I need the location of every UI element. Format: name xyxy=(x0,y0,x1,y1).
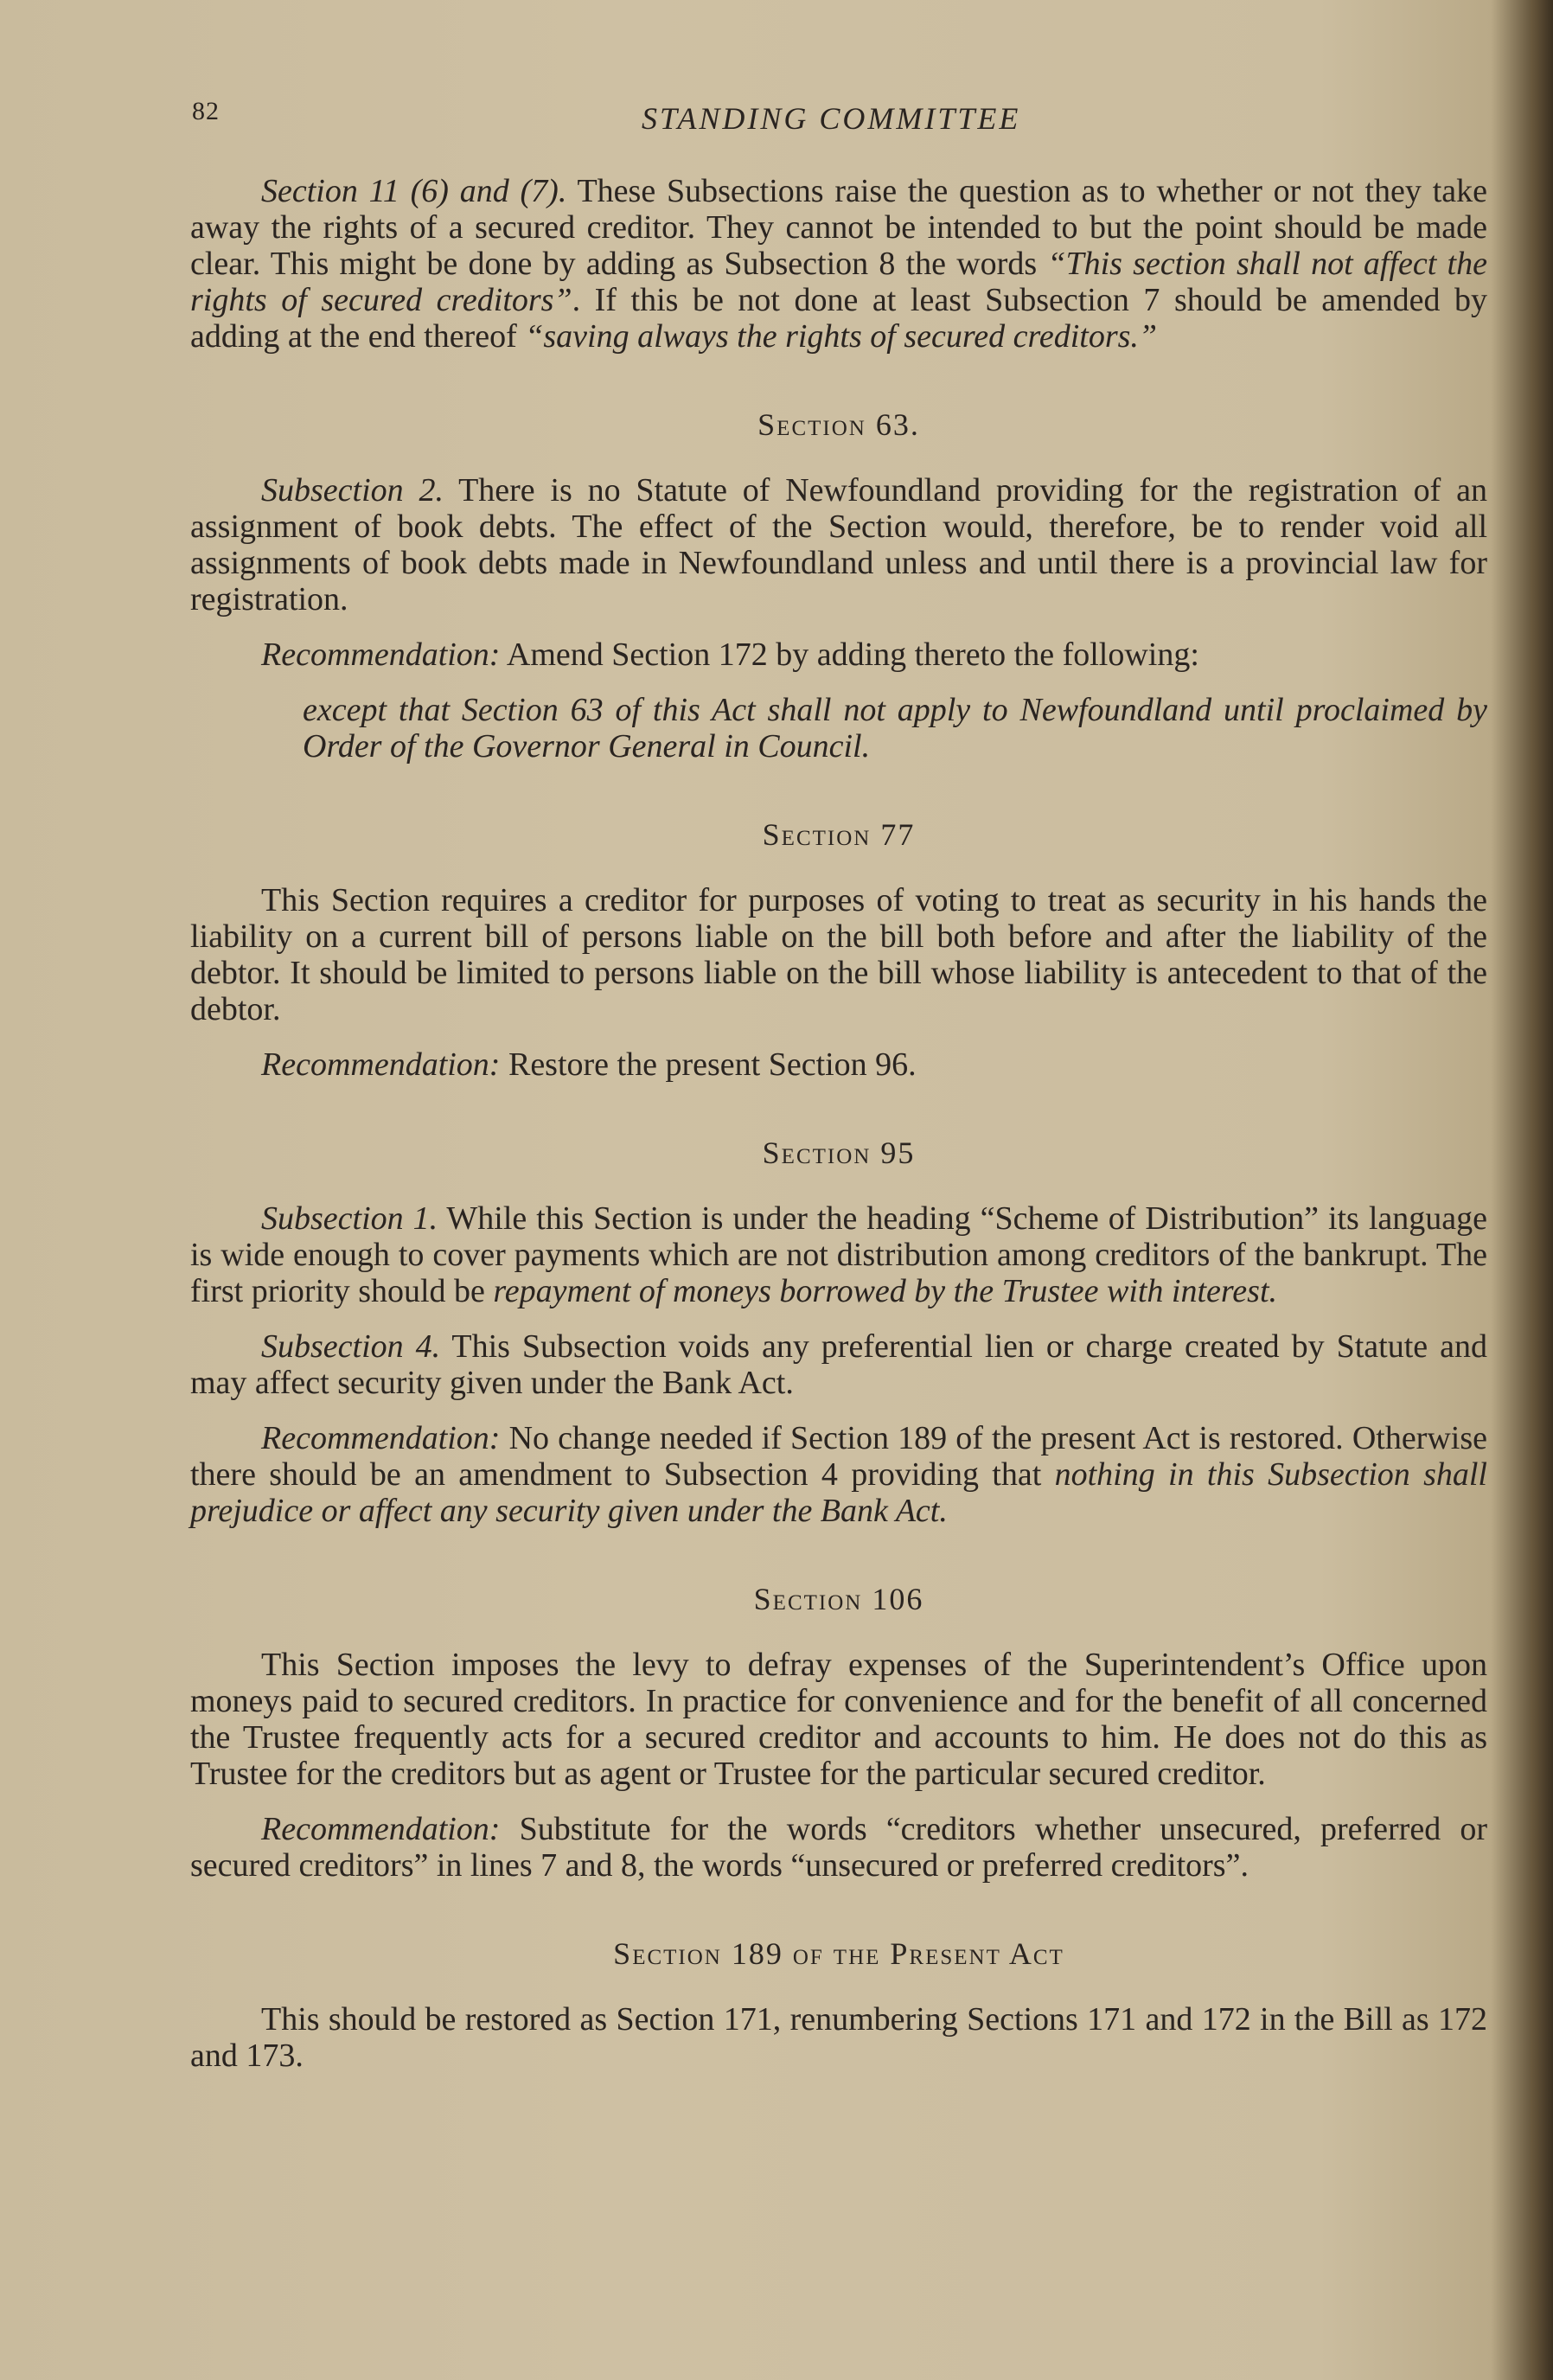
section-77-rec-text: Restore the present Section 96. xyxy=(500,1046,917,1083)
section-95-rec-text: No change needed if Section 189 of the present Act is restored. Otherwise there should be an amendment to Subsection 4 providing that xyxy=(190,1420,1487,1493)
page-body xyxy=(190,173,1487,2093)
section-95-sub4-text: This Subsection voids any preferential lien or charge created by Statute and may affect security given under the Bank Act. xyxy=(190,1328,1487,1401)
section-11-label: Section 11 (6) and (7). xyxy=(261,173,567,209)
section-11-quote: “This section shall not affect the rights of secured creditors” xyxy=(190,246,1487,318)
section-95-heading: Section 95 xyxy=(762,1136,916,1170)
section-106-recommendation xyxy=(190,1811,1487,1884)
section-11-text-a: These Subsections raise the question as to whether or not they take away the rights of a secured creditor. They cannot be intended to but the point should be made clear. This might be done by adding as Subsection 8 the words xyxy=(190,173,1487,282)
section-11-quote2: “saving always the rights of secured creditors.” xyxy=(525,318,1158,355)
section-189-heading: Section 189 of the Present Act xyxy=(613,1936,1064,1971)
section-63-sub-label: Subsection 2. xyxy=(261,472,444,509)
book-spine xyxy=(1531,0,1553,2380)
section-77-rec-label: Recommendation: xyxy=(261,1046,501,1083)
section-11-text-b: . If this be not done at least Subsection 7 should be amended by adding at the end thereof xyxy=(190,282,1487,355)
section-95-sub1-paragraph xyxy=(190,1200,1487,1309)
section-95-recommendation xyxy=(190,1420,1487,1529)
section-63-recommendation xyxy=(190,637,1487,673)
section-95-sub1-text: While this Section is under the heading “Scheme of Distribution” its language is wide enough to cover payments which are not distribution among creditors of the bankrupt. The first priority should be xyxy=(190,1200,1487,1309)
section-106-paragraph: This Section imposes the levy to defray expenses of the Superintendent’s Office upon moneys paid to secured creditors. In practice for convenience and for the benefit of all concerned the Trustee frequently acts for a secured creditor and accounts to him. He does not do this as Trustee for the creditors but as agent or Trustee for the particular secured creditor. xyxy=(190,1647,1487,1792)
section-95-rec-em: nothing in this Subsection shall prejudice or affect any security given under the Bank Act. xyxy=(190,1456,1487,1529)
section-106-heading: Section 106 xyxy=(753,1582,924,1616)
section-63-rec-label: Recommendation: xyxy=(261,637,501,673)
section-63-heading: Section 63. xyxy=(757,407,920,442)
section-77-paragraph: This Section requires a creditor for purposes of voting to treat as security in his hands the liability on a current bill of persons liable on the bill both before and after the liability of the debtor. It should be limited to persons liable on the bill whose liability is antecedent to that of the debtor. xyxy=(190,882,1487,1027)
section-106-rec-text: Substitute for the words “creditors whether unsecured, preferred or secured creditors” in lines 7 and 8, the words “unsecured or preferred creditors”. xyxy=(190,1811,1487,1884)
section-95-sub4-label: Subsection 4. xyxy=(261,1328,441,1365)
section-95-sub1-label: Subsection 1. xyxy=(261,1200,438,1237)
section-106-rec-label: Recommendation: xyxy=(261,1811,501,1847)
section-95-sub4-paragraph xyxy=(190,1328,1487,1401)
section-189-paragraph: This should be restored as Section 171, renumbering Sections 171 and 172 in the Bill as 172 and 173. xyxy=(190,2001,1487,2074)
section-77-heading: Section 77 xyxy=(762,817,916,852)
section-11-paragraph xyxy=(190,173,1487,355)
section-63-text: There is no Statute of Newfoundland providing for the registration of an assignment of book debts. The effect of the Section would, therefore, be to render void all assignments of book debts made in Newfoundland unless and until there is a provincial law for registration. xyxy=(190,472,1487,617)
running-title: STANDING COMMITTEE xyxy=(642,101,1021,136)
section-95-sub1-em: repayment of moneys borrowed by the Trustee with interest. xyxy=(493,1273,1278,1309)
section-63-paragraph xyxy=(190,472,1487,617)
section-63-rec-text: Amend Section 172 by adding thereto the following: xyxy=(500,637,1199,673)
page-header xyxy=(192,97,1489,149)
page-number: 82 xyxy=(192,97,220,125)
section-95-rec-label: Recommendation: xyxy=(261,1420,501,1456)
section-77-recommendation xyxy=(190,1046,1487,1083)
section-63-rec-quote: except that Section 63 of this Act shall not apply to Newfoundland until proclaimed by Order of the Governor General in Council. xyxy=(303,692,1487,765)
